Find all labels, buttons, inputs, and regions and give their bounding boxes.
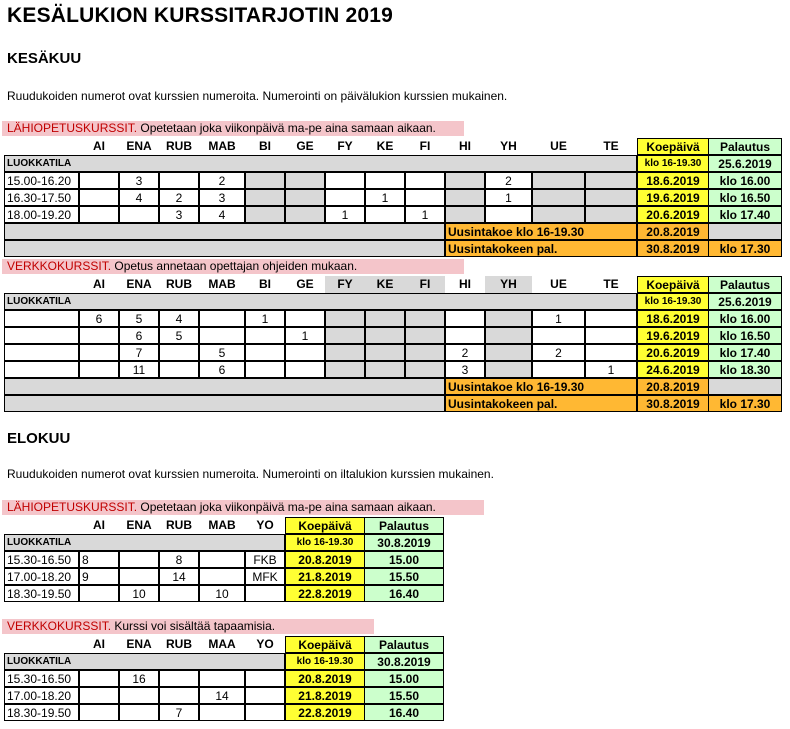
course-cell xyxy=(245,327,285,344)
course-cell: 10 xyxy=(119,585,159,602)
course-cell xyxy=(365,310,405,327)
column-header: FY xyxy=(325,276,365,293)
row-time xyxy=(4,361,79,378)
palautus-time: klo 16.00 xyxy=(708,172,782,189)
palautus-sub: 25.6.2019 xyxy=(708,293,782,310)
column-header: RUB xyxy=(166,139,192,153)
koepaiva-sub: klo 16-19.30 xyxy=(637,293,709,310)
column-header: AI xyxy=(93,277,105,291)
course-cell xyxy=(585,172,637,189)
course-cell xyxy=(79,704,119,721)
course-cell xyxy=(159,361,199,378)
course-cell xyxy=(79,687,119,704)
course-cell: 2 xyxy=(159,189,199,206)
course-cell: 7 xyxy=(119,344,159,361)
row-time: 18.30-19.50 xyxy=(4,704,79,721)
course-cell xyxy=(245,687,285,704)
koepaiva-date: 19.6.2019 xyxy=(637,189,709,206)
koepaiva-date: 24.6.2019 xyxy=(637,361,709,378)
banner-text: Opetetaan joka viikonpäivä ma-pe aina samaan aikaan. xyxy=(137,121,436,135)
course-cell xyxy=(325,172,365,189)
course-cell: 11 xyxy=(119,361,159,378)
course-cell xyxy=(119,551,159,568)
course-cell xyxy=(405,327,445,344)
course-cell xyxy=(585,310,637,327)
palautus-time: 16.40 xyxy=(364,585,444,602)
page-title: KESÄLUKION KURSSITARJOTIN 2019 xyxy=(7,4,394,27)
course-cell xyxy=(325,189,365,206)
course-cell: 1 xyxy=(325,206,365,223)
row-time: 18.00-19.20 xyxy=(4,206,79,223)
verkko-banner-august xyxy=(2,619,374,634)
row-time: 15.30-16.50 xyxy=(4,670,79,687)
filler xyxy=(4,223,445,240)
course-cell: 7 xyxy=(159,704,199,721)
course-cell: 2 xyxy=(199,172,245,189)
course-cell xyxy=(405,189,445,206)
course-cell: 6 xyxy=(199,361,245,378)
column-header: RUB xyxy=(166,277,192,291)
palautus-time: 15.00 xyxy=(364,670,444,687)
course-cell: 8 xyxy=(159,551,199,568)
palautus-time: klo 18.30 xyxy=(708,361,782,378)
corner-cell xyxy=(4,276,79,293)
course-cell xyxy=(199,568,245,585)
course-cell: 14 xyxy=(159,568,199,585)
column-header: YH xyxy=(485,276,532,293)
filler xyxy=(708,378,782,395)
column-header: HI xyxy=(459,139,471,153)
uusinta-date: 20.8.2019 xyxy=(637,378,709,395)
lahi-banner-august xyxy=(2,500,484,515)
column-header: MAB xyxy=(208,277,236,291)
course-cell xyxy=(532,327,585,344)
course-cell xyxy=(485,327,532,344)
course-cell xyxy=(245,172,285,189)
palautus-time: klo 16.00 xyxy=(708,310,782,327)
course-cell xyxy=(365,361,405,378)
june-note: Ruudukoiden numerot ovat kurssien numeroita. Numerointi on päivälukion kurssien mukainen. xyxy=(7,89,508,103)
course-cell xyxy=(445,172,485,189)
koepaiva-header: Koepäivä xyxy=(285,517,365,534)
luokkatila-label: LUOKKATILA xyxy=(4,155,637,172)
column-header: ENA xyxy=(126,637,152,651)
uusinta-label: Uusintakoe klo 16-19.30 xyxy=(445,223,637,240)
course-cell xyxy=(325,344,365,361)
course-cell xyxy=(405,344,445,361)
column-header: MAB xyxy=(208,518,236,532)
luokkatila-label: LUOKKATILA xyxy=(4,653,285,670)
column-header: FI xyxy=(405,276,445,293)
course-cell xyxy=(245,361,285,378)
course-cell xyxy=(199,310,245,327)
course-cell: 1 xyxy=(485,189,532,206)
banner-emphasis: VERKKOKURSSIT. xyxy=(7,259,112,273)
palautus-header: Palautus xyxy=(708,138,782,155)
column-header: ENA xyxy=(126,277,152,291)
koepaiva-sub: klo 16-19.30 xyxy=(285,534,365,551)
course-cell: 3 xyxy=(199,189,245,206)
course-cell xyxy=(445,327,485,344)
course-cell xyxy=(405,361,445,378)
filler xyxy=(4,240,445,257)
course-cell xyxy=(79,670,119,687)
course-cell: 1 xyxy=(405,206,445,223)
course-cell xyxy=(485,310,532,327)
koepaiva-header: Koepäivä xyxy=(637,138,709,155)
row-time xyxy=(4,344,79,361)
column-header: YO xyxy=(256,518,274,532)
row-time: 16.30-17.50 xyxy=(4,189,79,206)
course-cell xyxy=(285,206,325,223)
row-time: 15.00-16.20 xyxy=(4,172,79,189)
course-cell: 2 xyxy=(485,172,532,189)
column-header: AI xyxy=(93,518,105,532)
banner-text: Opetetaan joka viikonpäivä ma-pe aina samaan aikaan. xyxy=(137,500,436,514)
column-header: BI xyxy=(259,277,271,291)
column-header: ENA xyxy=(126,139,152,153)
course-cell xyxy=(159,344,199,361)
course-cell xyxy=(325,361,365,378)
course-cell xyxy=(119,704,159,721)
uusinta-pal-date: 30.8.2019 xyxy=(637,395,709,412)
course-cell: 2 xyxy=(445,344,485,361)
column-header: AI xyxy=(93,139,105,153)
course-cell: MFK xyxy=(245,568,285,585)
course-cell xyxy=(585,206,637,223)
course-cell xyxy=(159,687,199,704)
palautus-time: klo 16.50 xyxy=(708,189,782,206)
course-cell: 10 xyxy=(199,585,245,602)
course-cell xyxy=(532,189,585,206)
course-cell xyxy=(199,551,245,568)
luokkatila-label: LUOKKATILA xyxy=(4,293,637,310)
uusinta-date: 20.8.2019 xyxy=(637,223,709,240)
course-cell: 1 xyxy=(365,189,405,206)
course-cell xyxy=(405,310,445,327)
corner-cell xyxy=(4,138,79,155)
palautus-time: 15.50 xyxy=(364,568,444,585)
uusinta-label: Uusintakoe klo 16-19.30 xyxy=(445,378,637,395)
course-cell xyxy=(325,327,365,344)
banner-emphasis: VERKKOKURSSIT. xyxy=(7,619,112,633)
filler xyxy=(4,395,445,412)
column-header: ENA xyxy=(126,518,152,532)
palautus-time: 15.50 xyxy=(364,687,444,704)
course-cell xyxy=(485,344,532,361)
course-cell xyxy=(245,344,285,361)
row-time: 17.00-18.20 xyxy=(4,687,79,704)
column-header: KE xyxy=(365,276,405,293)
koepaiva-date: 20.6.2019 xyxy=(637,344,709,361)
course-cell xyxy=(532,206,585,223)
course-cell xyxy=(365,327,405,344)
course-cell: 4 xyxy=(159,310,199,327)
course-cell xyxy=(585,327,637,344)
column-header: FI xyxy=(419,139,431,153)
palautus-time: 15.00 xyxy=(364,551,444,568)
column-header: AI xyxy=(93,637,105,651)
column-header: TE xyxy=(603,139,619,153)
course-cell xyxy=(79,585,119,602)
course-cell: 3 xyxy=(445,361,485,378)
lahi-banner-june xyxy=(2,121,464,136)
palautus-sub: 30.8.2019 xyxy=(364,534,444,551)
column-header: GE xyxy=(296,139,314,153)
course-cell xyxy=(245,189,285,206)
course-cell xyxy=(585,344,637,361)
course-cell: 14 xyxy=(199,687,245,704)
course-cell xyxy=(285,310,325,327)
koepaiva-date: 22.8.2019 xyxy=(285,704,365,721)
course-cell xyxy=(159,585,199,602)
course-cell xyxy=(79,327,119,344)
column-header: HI xyxy=(459,277,471,291)
course-cell xyxy=(199,327,245,344)
course-cell xyxy=(119,206,159,223)
palautus-time: 16.40 xyxy=(364,704,444,721)
column-header: KE xyxy=(376,139,394,153)
koepaiva-date: 18.6.2019 xyxy=(637,310,709,327)
course-cell xyxy=(445,310,485,327)
koepaiva-sub: klo 16-19.30 xyxy=(285,653,365,670)
column-header: MAA xyxy=(208,637,236,651)
course-cell xyxy=(365,206,405,223)
course-cell: 1 xyxy=(285,327,325,344)
koepaiva-header: Koepäivä xyxy=(285,636,365,653)
course-cell xyxy=(405,172,445,189)
course-cell xyxy=(485,206,532,223)
course-cell xyxy=(119,568,159,585)
filler xyxy=(4,378,445,395)
course-cell: 5 xyxy=(199,344,245,361)
column-header: RUB xyxy=(166,637,192,651)
uusinta-pal-date: 30.8.2019 xyxy=(637,240,709,257)
palautus-header: Palautus xyxy=(708,276,782,293)
uusinta-pal-label: Uusintakokeen pal. xyxy=(445,240,637,257)
course-cell: 1 xyxy=(585,361,637,378)
uusinta-pal-time: klo 17.30 xyxy=(708,395,782,412)
banner-text: Kurssi voi sisältää tapaamisia. xyxy=(111,619,276,633)
koepaiva-date: 21.8.2019 xyxy=(285,568,365,585)
course-cell xyxy=(79,361,119,378)
column-header: YH xyxy=(500,139,517,153)
banner-text: Opetus annetaan opettajan ohjeiden mukaan. xyxy=(111,259,358,273)
row-time: 15.30-16.50 xyxy=(4,551,79,568)
koepaiva-date: 20.8.2019 xyxy=(285,670,365,687)
course-cell: 16 xyxy=(119,670,159,687)
course-cell xyxy=(445,189,485,206)
course-cell xyxy=(159,670,199,687)
koepaiva-sub: klo 16-19.30 xyxy=(637,155,709,172)
course-cell xyxy=(245,206,285,223)
course-cell xyxy=(199,704,245,721)
palautus-header: Palautus xyxy=(364,636,444,653)
koepaiva-header: Koepäivä xyxy=(637,276,709,293)
course-cell xyxy=(79,206,119,223)
column-header: MAB xyxy=(208,139,236,153)
june-heading: KESÄKUU xyxy=(7,50,82,67)
palautus-time: klo 17.40 xyxy=(708,344,782,361)
course-cell xyxy=(79,344,119,361)
column-header: RUB xyxy=(166,518,192,532)
course-cell xyxy=(285,361,325,378)
course-cell xyxy=(325,310,365,327)
palautus-sub: 25.6.2019 xyxy=(708,155,782,172)
course-cell: 3 xyxy=(159,206,199,223)
course-cell xyxy=(245,670,285,687)
course-cell: 8 xyxy=(79,551,119,568)
course-cell: 6 xyxy=(79,310,119,327)
course-cell xyxy=(79,189,119,206)
row-time: 17.00-18.20 xyxy=(4,568,79,585)
banner-emphasis: LÄHIOPETUSKURSSIT. xyxy=(7,121,138,135)
course-cell xyxy=(585,189,637,206)
august-heading: ELOKUU xyxy=(7,430,71,447)
filler xyxy=(708,223,782,240)
koepaiva-date: 19.6.2019 xyxy=(637,327,709,344)
course-cell xyxy=(365,172,405,189)
column-header: TE xyxy=(603,277,619,291)
course-cell xyxy=(79,172,119,189)
banner-emphasis: LÄHIOPETUSKURSSIT. xyxy=(7,500,138,514)
course-cell xyxy=(245,704,285,721)
corner-cell xyxy=(4,636,79,653)
course-cell xyxy=(532,361,585,378)
row-time xyxy=(4,310,79,327)
course-cell: 4 xyxy=(199,206,245,223)
column-header: GE xyxy=(296,277,314,291)
course-cell: FKB xyxy=(245,551,285,568)
course-cell xyxy=(199,670,245,687)
koepaiva-date: 22.8.2019 xyxy=(285,585,365,602)
palautus-header: Palautus xyxy=(364,517,444,534)
palautus-time: klo 16.50 xyxy=(708,327,782,344)
column-header: YO xyxy=(256,637,274,651)
course-cell: 4 xyxy=(119,189,159,206)
course-cell xyxy=(119,687,159,704)
koepaiva-date: 18.6.2019 xyxy=(637,172,709,189)
palautus-sub: 30.8.2019 xyxy=(364,653,444,670)
course-cell xyxy=(245,585,285,602)
course-cell xyxy=(159,172,199,189)
koepaiva-date: 21.8.2019 xyxy=(285,687,365,704)
luokkatila-label: LUOKKATILA xyxy=(4,534,285,551)
palautus-time: klo 17.40 xyxy=(708,206,782,223)
course-cell xyxy=(365,344,405,361)
koepaiva-date: 20.8.2019 xyxy=(285,551,365,568)
koepaiva-date: 20.6.2019 xyxy=(637,206,709,223)
course-cell xyxy=(285,344,325,361)
course-cell: 5 xyxy=(159,327,199,344)
row-time xyxy=(4,327,79,344)
column-header: UE xyxy=(550,277,567,291)
verkko-banner-june xyxy=(2,259,464,274)
course-cell: 6 xyxy=(119,327,159,344)
course-cell: 2 xyxy=(532,344,585,361)
course-cell: 9 xyxy=(79,568,119,585)
course-cell: 1 xyxy=(532,310,585,327)
course-cell xyxy=(285,172,325,189)
column-header: FY xyxy=(337,139,353,153)
course-cell xyxy=(445,206,485,223)
course-cell xyxy=(285,189,325,206)
row-time: 18.30-19.50 xyxy=(4,585,79,602)
course-cell xyxy=(485,361,532,378)
uusinta-pal-time: klo 17.30 xyxy=(708,240,782,257)
uusinta-pal-label: Uusintakokeen pal. xyxy=(445,395,637,412)
august-note: Ruudukoiden numerot ovat kurssien numeroita. Numerointi on iltalukion kurssien mukainen. xyxy=(7,467,494,481)
course-cell: 5 xyxy=(119,310,159,327)
course-cell xyxy=(532,172,585,189)
column-header: UE xyxy=(550,139,567,153)
column-header: BI xyxy=(259,139,271,153)
course-cell: 1 xyxy=(245,310,285,327)
corner-cell xyxy=(4,517,79,534)
course-cell: 3 xyxy=(119,172,159,189)
